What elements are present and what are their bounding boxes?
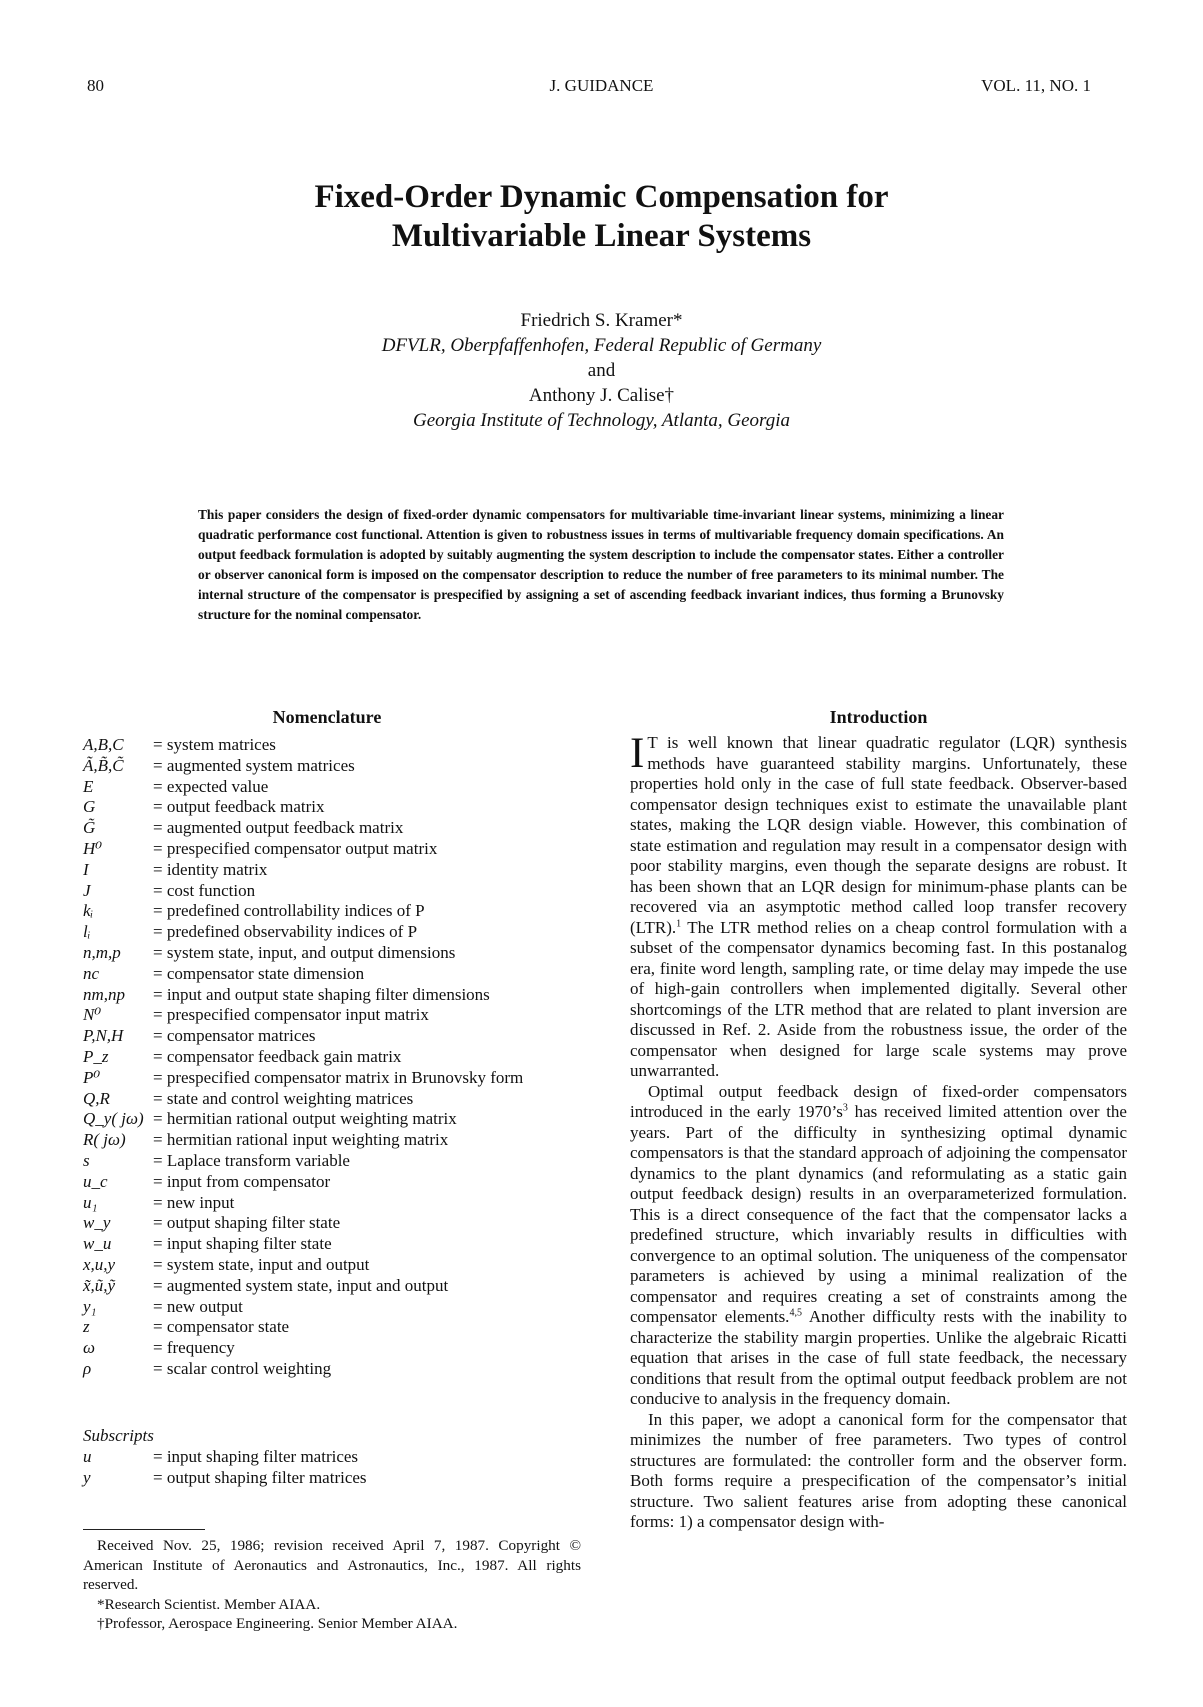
nomenclature-definition: = hermitian rational input weighting matrix [153,1130,449,1150]
nomenclature-symbol: nc [83,963,100,983]
nomenclature-definition: = output shaping filter matrices [153,1467,367,1487]
intro-p2-text-a: Optimal output feedback design of fixed-order compensators introduced in the early 1970’s [630,1081,1127,1121]
nomenclature-entry [83,1109,583,1130]
nomenclature-symbol: R( jω) [83,1130,126,1150]
subscript-entry [83,1468,583,1489]
nomenclature-entry [83,922,583,943]
citation-4-5: 4,5 [789,1307,802,1319]
affiliation-2: Georgia Institute of Technology, Atlanta, Georgia [413,410,790,431]
nomenclature-definition: = system state, input, and output dimensions [153,942,456,962]
nomenclature-definition: = cost function [153,880,256,900]
nomenclature-entry [83,1026,583,1047]
footnote-received: Received Nov. 25, 1986; revision received April 7, 1987. Copyright © American Institute of Aeronautics and Astronautics, Inc., 1987. All rights reserved. [83,1537,581,1593]
title-line-1: Fixed-Order Dynamic Compensation for [314,179,889,215]
intro-p2-text-b: has received limited attention over the years. Part of the difficulty in synthesizing optimal dynamic compensators is that the standard approach of adjoining the compensator dynamics to the plant dynamics (and reformulating as a static gain output feedback design) results in an overparameterized formulation. This is a direct consequence of the fact that the compensator lacks a predefined structure, which invariably results in difficulties with convergence to an optimal solution. The uniqueness of the compensator parameters is achieved by using a minimal realization of the compensator and requires creating a set of constraints among the compensator elements. [630,1102,1127,1326]
nomenclature-definition: = predefined observability indices of P [153,922,418,942]
page-number: 80 [87,76,104,95]
nomenclature-symbol: w_u [83,1234,112,1254]
abstract: This paper considers the design of fixed-order dynamic compensators for multivariable time-invariant linear systems, minimizing a linear quadratic performance cost functional. Attention is given to robustness issues in terms of multivariable frequency domain specifications. An output feedback formulation is adopted by suitably augmenting the system description to include the compensator states. Either a controller or observer canonical form is imposed on the compensator description to reduce the number of free parameters to its minimal number. The internal structure of the compensator is prespecified by assigning a set of ascending feedback invariant indices, thus forming a Brunovsky structure for the nominal compensator. [198,507,1004,622]
nomenclature-definition: = Laplace transform variable [153,1150,350,1170]
nomenclature-entry [83,1338,583,1359]
nomenclature-definition: = input from compensator [153,1171,331,1191]
intro-p2-text-c: Another difficulty rests with the inability to characterize the stability margin properties. Unlike the algebraic Ricatti equation that arises in the case of full state feedback, the necessary conditions that result from the optimal output feedback problem are not conducive to analysis in the frequency domain. [630,1307,1127,1408]
nomenclature-definition: = augmented system state, input and output [153,1275,449,1295]
nomenclature-definition: = expected value [153,776,269,796]
nomenclature-entry [83,985,583,1006]
nomenclature-definition: = compensator matrices [153,1026,316,1046]
affiliation-1: DFVLR, Oberpfaffenhofen, Federal Republic of Germany [381,335,822,356]
intro-paragraph-3: In this paper, we adopt a canonical form for the compensator that minimizes the number of free parameters. Two types of control structures are formulated: the controller form and the observer form. Both forms require a prespecification of the compensator’s initial structure. Two salient features arise from adopting these canonical forms: 1) a compensator design with- [630,1409,1127,1531]
nomenclature-definition: = new input [153,1192,235,1212]
citation-1: 1 [676,917,682,929]
intro-p1-text-a: T is well known that linear quadratic regulator (LQR) synthesis methods have guaranteed stability margins. Unfortunately, these properties hold only in the case of full state feedback. Observer-based compensator design techniques exist to estimate the unavailable plant states, making the LQR design viable. However, this combination of state estimation and regulation may result in a compensator design with poor stability margins, even though the separate designs are robust. It has been shown that an LQR design for minimum-phase plants can be recovered via an asymptotic method called loop transfer recovery (LTR). [630,733,1127,937]
nomenclature-entry [83,1172,583,1193]
nomenclature-symbol: x,u,y [83,1254,116,1274]
nomenclature-definition: = prespecified compensator output matrix [153,838,438,858]
nomenclature-definition: = system state, input and output [153,1254,370,1274]
subscripts-heading: Subscripts [83,1426,154,1445]
nomenclature-entry [83,1130,583,1151]
nomenclature-entry [83,943,583,964]
nomenclature-definition: = prespecified compensator matrix in Brunovsky form [153,1067,524,1087]
author-1: Friedrich S. Kramer* [520,310,683,331]
nomenclature-symbol: u₁ [83,1192,98,1212]
nomenclature-symbol: w_y [83,1213,111,1233]
journal-name: J. GUIDANCE [549,76,654,95]
nomenclature-symbol: u_c [83,1171,108,1191]
nomenclature-symbol: z [83,1317,90,1337]
nomenclature-definition: = new output [153,1296,243,1316]
nomenclature-definition: = predefined controllability indices of P [153,901,425,921]
paper-title [0,178,1203,256]
nomenclature-symbol: u [83,1446,92,1466]
citation-3: 3 [842,1102,848,1114]
nomenclature-symbol: nm,np [83,984,126,1004]
nomenclature-symbol: P⁰ [83,1067,101,1087]
nomenclature-symbol: H⁰ [83,838,103,858]
subscripts-block [83,1426,583,1488]
nomenclature-definition: = compensator feedback gain matrix [153,1046,402,1066]
nomenclature-entry [83,1047,583,1068]
author-2: Anthony J. Calise† [528,385,675,406]
nomenclature-symbol: A,B,C [83,735,124,754]
introduction-heading: Introduction [829,707,928,727]
nomenclature-definition: = output feedback matrix [153,797,325,817]
volume-issue: VOL. 11, NO. 1 [981,76,1091,95]
nomenclature-definition: = hermitian rational output weighting matrix [153,1109,457,1129]
nomenclature-definition: = prespecified compensator input matrix [153,1005,429,1025]
nomenclature-symbol: E [83,776,94,796]
nomenclature-symbol: y₁ [83,1296,97,1316]
nomenclature-definition: = input and output state shaping filter dimensions [153,984,490,1004]
nomenclature-symbol: lᵢ [83,922,91,942]
nomenclature-definition: = augmented system matrices [153,755,355,775]
nomenclature-definition: = frequency [153,1338,235,1358]
nomenclature-symbol: P_z [83,1046,109,1066]
nomenclature-entry [83,1068,583,1089]
footnotes [83,1536,581,1634]
nomenclature-definition: = input shaping filter state [153,1234,332,1254]
title-line-2: Multivariable Linear Systems [391,218,812,254]
nomenclature-symbol: Ã,B̃,C̃ [83,755,124,775]
nomenclature-entry [83,1255,583,1276]
nomenclature-entry [83,1297,583,1318]
nomenclature-entry [83,860,583,881]
intro-paragraph-1 [630,730,1127,1082]
nomenclature-symbol: n,m,p [83,942,121,962]
nomenclature-symbol: J [83,880,91,900]
nomenclature-definition: = scalar control weighting [153,1358,332,1378]
intro-paragraph-2 [630,1082,1127,1410]
nomenclature-definition: = augmented output feedback matrix [153,818,404,838]
nomenclature-symbol: x̃,ũ,ỹ [83,1275,116,1295]
nomenclature-entry [83,756,583,777]
footnote-author-1: *Research Scientist. Member AIAA. [97,1595,321,1613]
nomenclature-definition: = input shaping filter matrices [153,1446,359,1466]
nomenclature-symbol: Q_y( jω) [83,1109,144,1129]
nomenclature-entry [83,964,583,985]
footnote-rule [83,1529,205,1530]
nomenclature-entry [83,818,583,839]
intro-p1-text-b: The LTR method relies on a cheap control formulation with a subset of the compensator dynamics becoming fast. In this postanalog era, finite word length, sampling rate, or time delay may impede the use of high-gain controllers when implemented digitally. Several other shortcomings of the LTR method that are related to plant inversion are discussed in Ref. 2. Aside from the robustness issue, the order of the compensator when designed for large scale systems may prove unwarranted. [630,917,1127,1080]
nomenclature-definition: = output shaping filter state [153,1213,341,1233]
nomenclature-entry [83,901,583,922]
nomenclature-entry [83,1213,583,1234]
nomenclature-symbol: s [83,1150,90,1170]
nomenclature-entry [83,797,583,818]
nomenclature-symbol: kᵢ [83,901,94,921]
nomenclature-entry [83,777,583,798]
nomenclature-definition: = identity matrix [153,859,268,879]
nomenclature-symbol: Q,R [83,1088,110,1108]
nomenclature-definition: = system matrices [153,735,276,754]
nomenclature-symbol: P,N,H [83,1026,124,1046]
nomenclature-symbol: y [83,1467,91,1487]
nomenclature-entry [83,1317,583,1338]
nomenclature-entry [83,881,583,902]
nomenclature-symbol: ω [83,1338,96,1358]
nomenclature-entry [83,1359,583,1380]
nomenclature-entry [83,1193,583,1214]
author-block [0,308,1203,433]
nomenclature-entry [83,1234,583,1255]
drop-cap: I [630,730,645,777]
nomenclature-entry [83,735,583,756]
nomenclature-entry [83,1089,583,1110]
subscript-entry [83,1447,583,1468]
nomenclature-entry [83,1151,583,1172]
nomenclature-entry [83,1276,583,1297]
subscripts-list [83,1447,583,1489]
author-conjunction: and [587,360,616,381]
nomenclature-symbol: ρ [83,1358,92,1378]
footnote-author-2: †Professor, Aerospace Engineering. Senior Member AIAA. [97,1615,458,1632]
introduction-body [630,730,1127,1533]
nomenclature-symbol: G [83,797,96,817]
nomenclature-definition: = state and control weighting matrices [153,1088,414,1108]
nomenclature-heading: Nomenclature [272,707,382,727]
nomenclature-entry [83,839,583,860]
nomenclature-definition: = compensator state [153,1317,290,1337]
nomenclature-list [83,735,583,1380]
nomenclature-definition: = compensator state dimension [153,963,365,983]
nomenclature-entry [83,1005,583,1026]
nomenclature-symbol: G̃ [83,818,96,838]
nomenclature-symbol: N⁰ [83,1005,102,1025]
nomenclature-symbol: I [83,859,89,879]
